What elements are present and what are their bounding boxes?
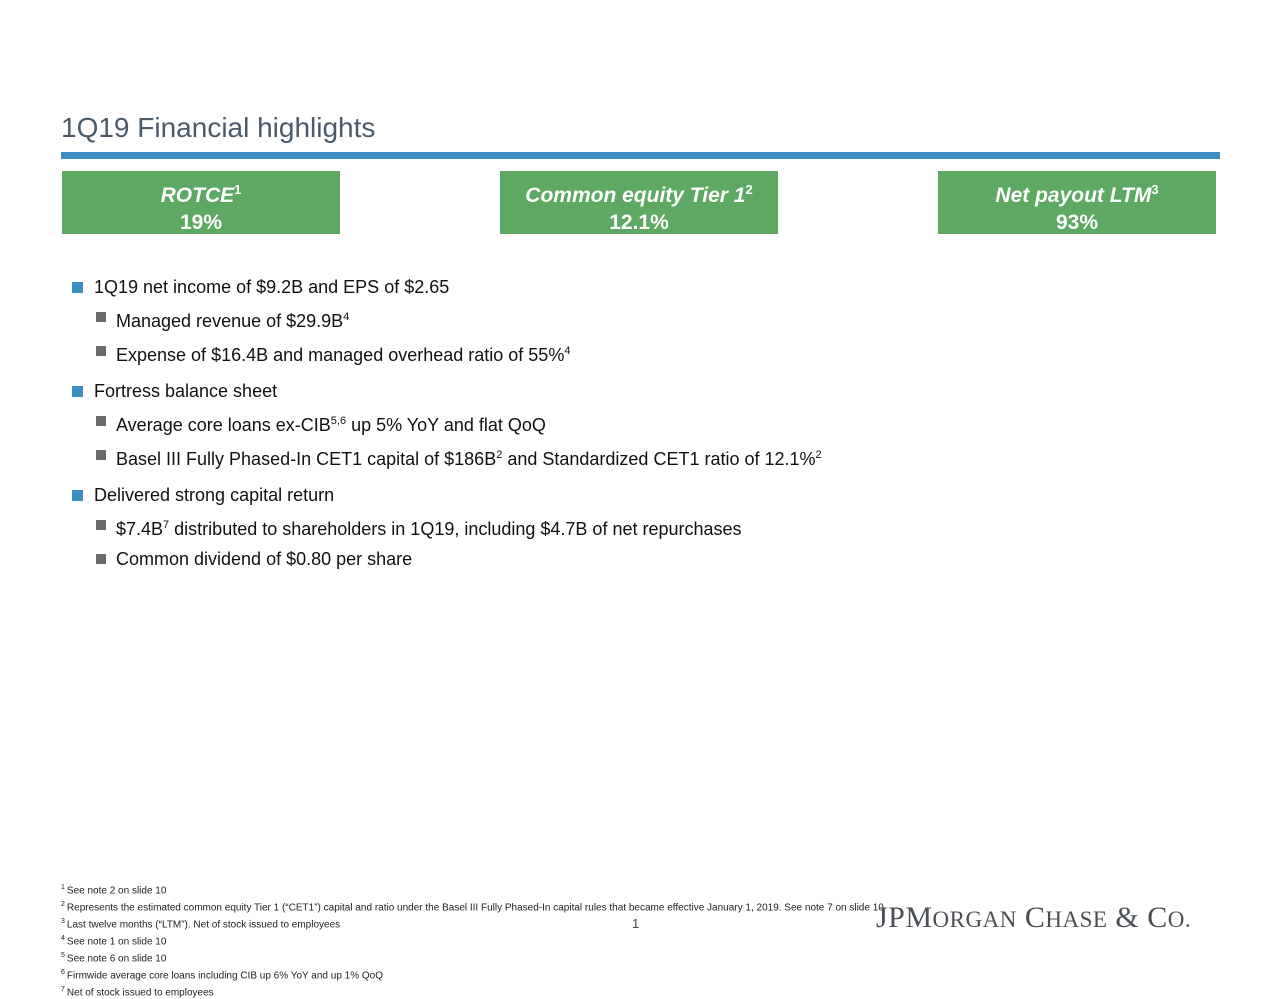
- kpi-footnote-ref: 3: [1151, 182, 1159, 197]
- footnote-text: Represents the estimated common equity Tier 1 (“CET1”) capital and ratio under the Basel III Fully Phased-In capital rules that became effective January 1, 2019. See note 7 on slide 10: [66, 902, 884, 914]
- footnote-number: 3: [61, 917, 65, 925]
- bullet-text: Basel III Fully Phased-In CET1 capital of $186B: [116, 449, 497, 469]
- footnote-text: See note 6 on slide 10: [66, 953, 167, 965]
- bullet-capital-return: [72, 484, 822, 506]
- kpi-footnote-ref: 1: [234, 182, 242, 197]
- logo-part: ORGAN: [932, 907, 1017, 932]
- logo-part: C: [1147, 901, 1168, 934]
- bullet-text-cont: up 5% YoY and flat QoQ: [346, 415, 546, 435]
- sub-bullet-revenue: [72, 306, 822, 332]
- footnote: [61, 983, 884, 999]
- bullet-text-cont: distributed to shareholders in 1Q19, including $4.7B of net repurchases: [169, 519, 742, 539]
- bullet-text: Average core loans ex-CIB: [116, 415, 331, 435]
- footnote-number: 1: [61, 884, 65, 891]
- sub-bullet-marker: [96, 554, 106, 564]
- kpi-rotce: [62, 171, 340, 234]
- bullet-text: Delivered strong capital return: [94, 485, 335, 505]
- title-rule: [61, 152, 1220, 159]
- bullet-marker: [72, 490, 83, 501]
- logo-part: O.: [1167, 907, 1192, 932]
- sub-bullet-cet1: [72, 444, 822, 470]
- sub-bullet-marker: [96, 416, 106, 426]
- logo-part: HASE: [1045, 907, 1108, 932]
- bullet-text: Common dividend of $0.80 per share: [116, 549, 413, 569]
- footnote-ref: 5,6: [330, 415, 347, 427]
- kpi-label: Net payout LTM: [995, 184, 1152, 207]
- kpi-net-payout: [938, 171, 1216, 234]
- footnote: [61, 881, 884, 898]
- kpi-value: 12.1%: [609, 211, 669, 234]
- bullet-balance-sheet: [72, 380, 822, 402]
- bullet-text: Managed revenue of $29.9B: [116, 311, 344, 331]
- highlights-list: [72, 276, 822, 570]
- footnote: [61, 949, 884, 966]
- bullet-text: $7.4B: [116, 519, 164, 539]
- footnote-ref: 2: [815, 449, 822, 461]
- sub-bullet-distributed: [72, 514, 822, 540]
- kpi-cet1: [500, 171, 778, 234]
- sub-bullet-marker: [96, 450, 106, 460]
- footnote-ref: 4: [343, 311, 350, 323]
- bullet-marker: [72, 282, 83, 293]
- bullet-text-cont: and Standardized CET1 ratio of 12.1%: [502, 449, 816, 469]
- sub-bullet-expense: [72, 340, 822, 366]
- footnote-ref: 2: [496, 449, 503, 461]
- logo-part: JP: [876, 901, 906, 934]
- logo-part: M: [905, 901, 933, 934]
- footnote-number: 2: [61, 900, 65, 908]
- footnote-text: Firmwide average core loans including CIB up 6% YoY and up 1% QoQ: [66, 969, 384, 981]
- bullet-text: Fortress balance sheet: [94, 381, 278, 401]
- logo-part: &: [1115, 901, 1140, 934]
- kpi-footnote-ref: 2: [745, 182, 753, 197]
- page-number: 1: [632, 916, 640, 931]
- footnote-number: 5: [61, 951, 65, 959]
- footnotes: [61, 881, 884, 999]
- jpmorgan-chase-logo: [876, 901, 1191, 935]
- footnote: [61, 966, 884, 983]
- sub-bullet-marker: [96, 520, 106, 530]
- kpi-value: 93%: [1055, 211, 1099, 234]
- footnote: [61, 915, 884, 932]
- sub-bullet-marker: [96, 346, 106, 356]
- footnote-number: 7: [61, 985, 65, 993]
- sub-bullet-core-loans: [72, 410, 822, 436]
- bullet-net-income: [72, 276, 822, 298]
- sub-bullet-marker: [96, 312, 106, 322]
- footnote-number: 4: [61, 934, 65, 942]
- kpi-label: Common equity Tier 1: [525, 184, 746, 207]
- bullet-marker: [72, 386, 83, 397]
- footnote-text: Last twelve months (“LTM”). Net of stock issued to employees: [66, 919, 341, 931]
- kpi-label: ROTCE: [160, 184, 235, 207]
- footnote-text: See note 2 on slide 10: [66, 885, 167, 897]
- slide-title: 1Q19 Financial highlights: [61, 112, 376, 143]
- sub-bullet-dividend: [72, 548, 822, 570]
- bullet-text: 1Q19 net income of $9.2B and EPS of $2.65: [94, 277, 450, 297]
- logo-part: C: [1024, 901, 1046, 934]
- footnote-ref: 4: [564, 345, 571, 357]
- footnote-text: See note 1 on slide 10: [66, 936, 167, 948]
- footnote: [61, 932, 884, 949]
- kpi-value: 19%: [179, 211, 223, 234]
- footnote-ref: 7: [163, 519, 170, 531]
- bullet-text: Expense of $16.4B and managed overhead ratio of 55%: [116, 345, 565, 365]
- footnote-text: Net of stock issued to employees: [66, 986, 214, 998]
- footnote: [61, 898, 884, 915]
- footnote-number: 6: [61, 968, 65, 976]
